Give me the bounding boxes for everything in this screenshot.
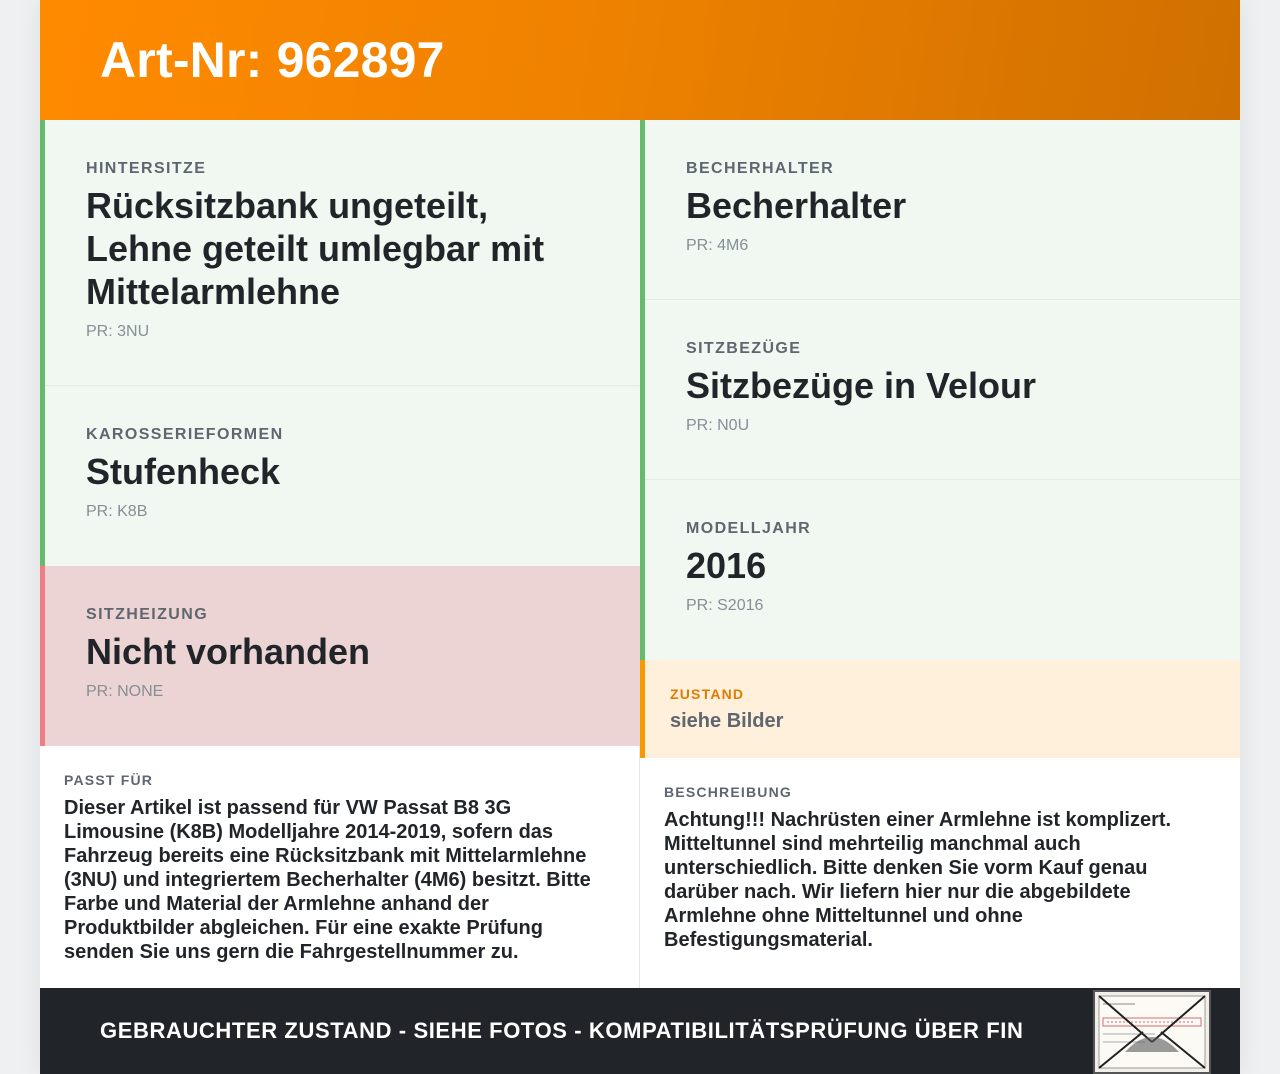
footer-banner [40,988,1240,1074]
header [40,0,1240,120]
feature-card-sitzheizung [40,566,640,746]
compatibility-label: PASST FÜR [64,772,154,788]
description-section [640,784,1240,952]
feature-value: Becherhalter [686,185,907,226]
feature-value: 2016 [686,545,767,586]
feature-pr-code: PR: N0U [686,417,750,434]
compatibility-text: Dieser Artikel ist passend für VW Passat B8 3G Limousine (K8B) Modelljahre 2014-2019, sofern das Fahrzeug bereits eine Rücksitzbank mit Mittelarmlehne (3NU) und integriertem Becherhalter (4M6) besitzt. Bitte Farbe und Material der Armlehne anhand der Produktbilder abgleichen. Für eine exakte Prüfung senden Sie uns gern die Fahrgestellnummer zu. [64,797,591,963]
condition-value: siehe Bilder [670,710,784,732]
feature-value: Rücksitzbank ungeteilt, Lehne geteilt umlegbar mit Mittelarmlehne [86,185,545,312]
article-number-title: Art-Nr: 962897 [100,32,445,88]
feature-card-sitzbezuege [640,300,1240,480]
right-column [640,120,1240,988]
left-column [40,120,640,988]
feature-pr-code: PR: K8B [86,503,148,520]
feature-label: MODELLJAHR [686,520,812,537]
feature-grid [40,120,1240,988]
feature-value: Stufenheck [86,451,281,492]
envelope-document-icon [1095,992,1209,1072]
description-text: Achtung!!! Nachrüsten einer Armlehne ist komplizert. Mitteltunnel sind mehrteilig manchmal auch unterschiedlich. Bitte denken Sie vorm Kauf genau darüber nach. Wir liefern hier nur die abgebildete Armlehne ohne Mitteltunnel und ohne Befestigungsmaterial. [664,809,1172,951]
feature-card-becherhalter [640,120,1240,300]
condition-label: ZUSTAND [670,686,745,702]
document-thumbnail[interactable] [1093,990,1211,1074]
feature-card-modelljahr [640,480,1240,660]
feature-card-karosserieformen [40,386,640,566]
compatibility-section [40,772,640,964]
column-divider [639,746,640,988]
feature-label: SITZHEIZUNG [86,606,209,623]
feature-label: KAROSSERIEFORMEN [86,426,284,443]
feature-label: BECHERHALTER [686,160,835,177]
footer-text: GEBRAUCHTER ZUSTAND - SIEHE FOTOS - KOMPATIBILITÄTSPRÜFUNG ÜBER FIN [100,1018,1024,1043]
feature-label: SITZBEZÜGE [686,340,802,357]
feature-value: Nicht vorhanden [86,631,371,672]
condition-box [640,660,1240,758]
feature-label: HINTERSITZE [86,160,207,177]
feature-card-hintersitze [40,120,640,386]
feature-pr-code: PR: 3NU [86,323,150,340]
feature-pr-code: PR: NONE [86,683,164,700]
feature-value: Sitzbezüge in Velour [686,365,1037,406]
product-sheet [40,0,1240,1074]
feature-pr-code: PR: S2016 [686,597,764,614]
description-label: BESCHREIBUNG [664,784,792,800]
feature-pr-code: PR: 4M6 [686,237,749,254]
